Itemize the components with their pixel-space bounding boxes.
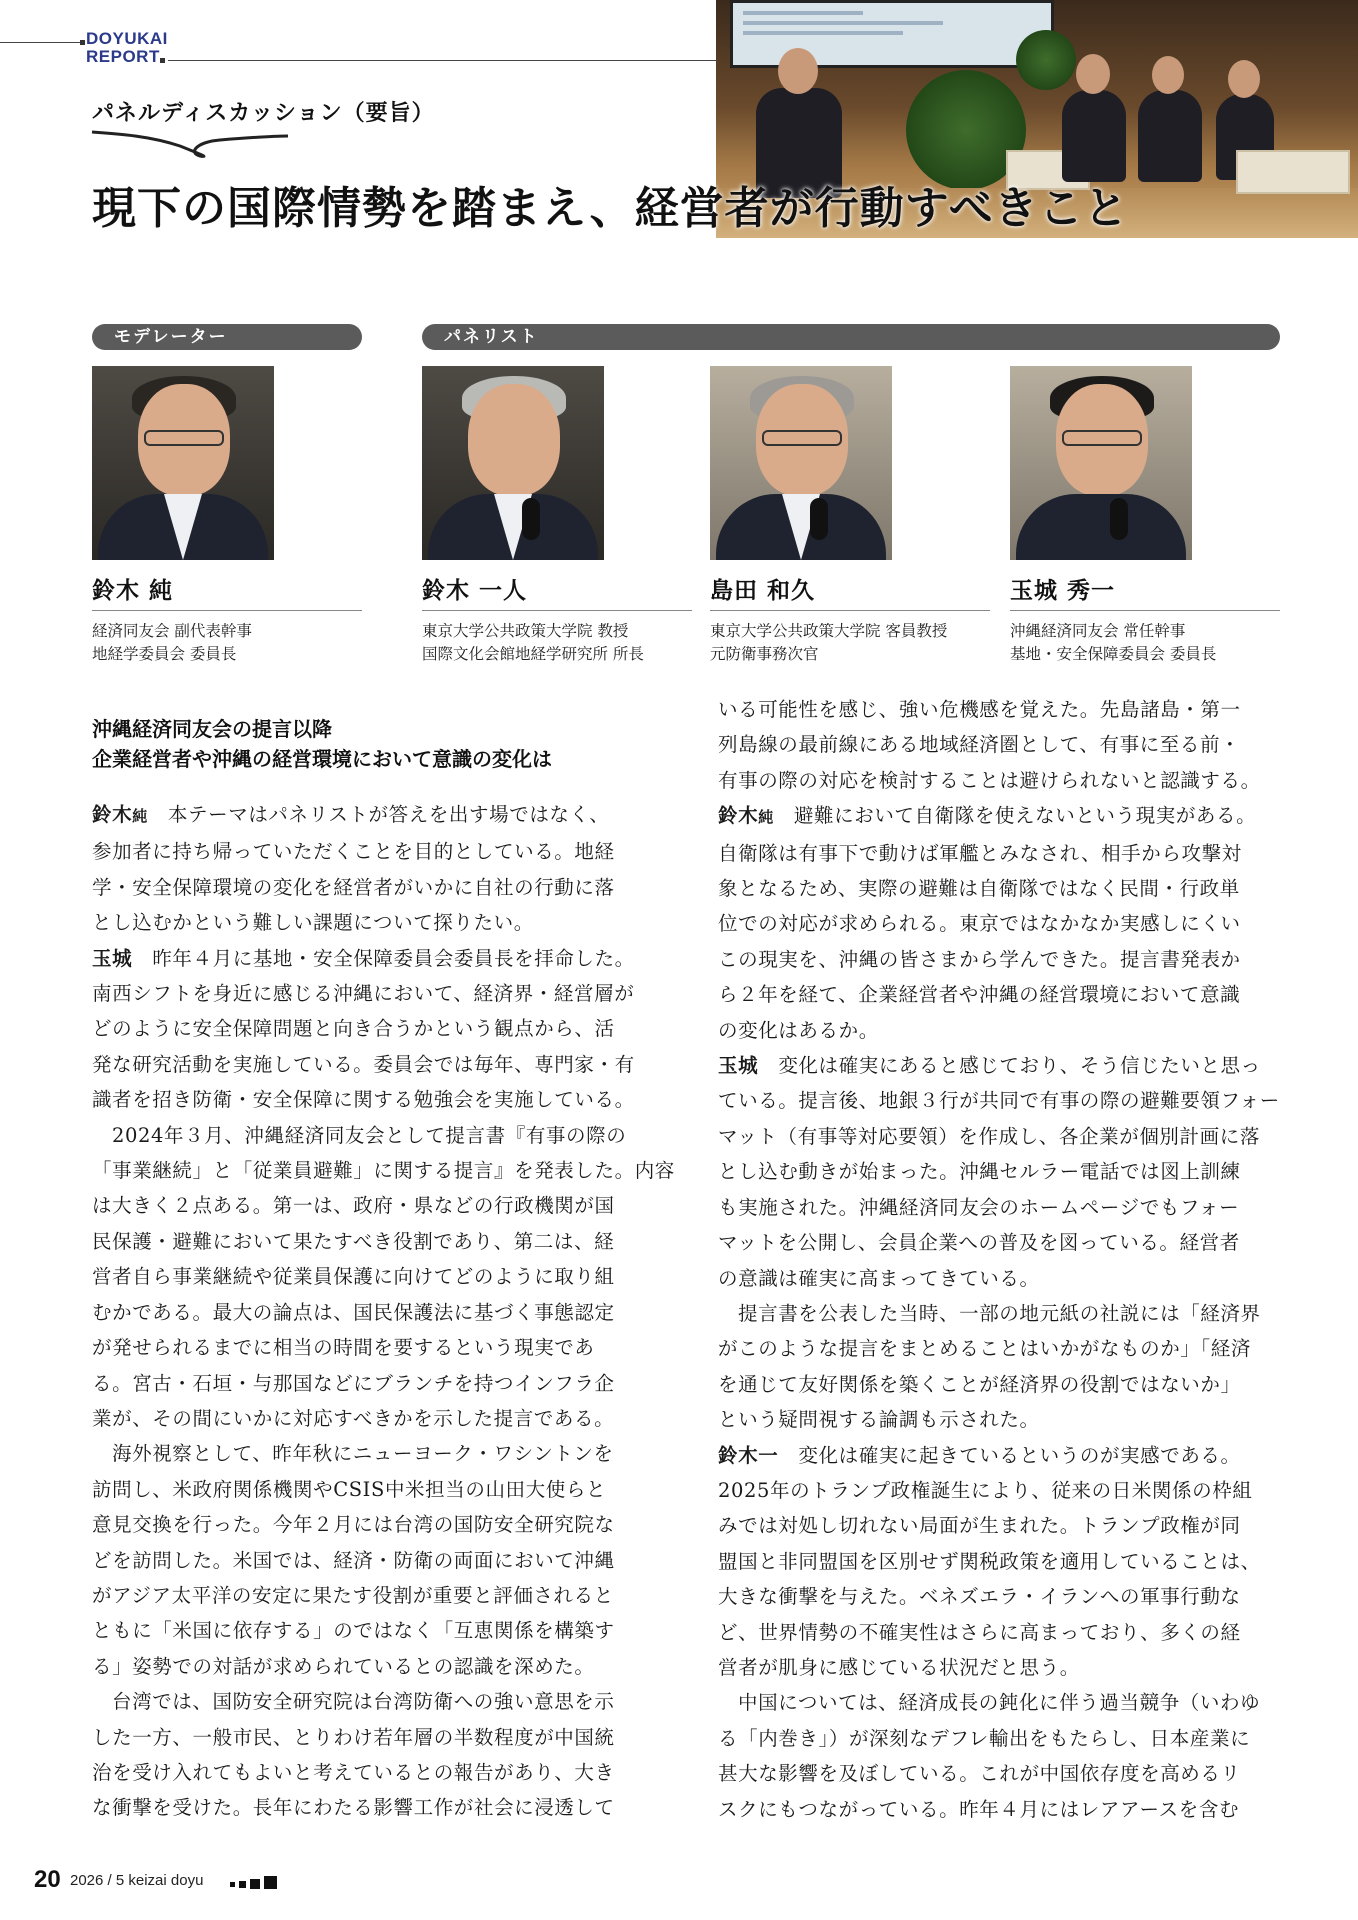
body-line: 南西シフトを身近に感じる沖縄において、経済界・経営層が: [92, 982, 635, 1006]
body-line: ら２年を経て、企業経営者や沖縄の経営環境において意識: [718, 983, 1241, 1007]
brand-line1: DOYUKAI: [86, 29, 168, 48]
affiliation-line: 国際文化会館地経学研究所 所長: [422, 645, 644, 663]
portrait-photo: [92, 366, 274, 560]
person-affiliation: [710, 620, 947, 666]
body-line: した一方、一般市民、とりわけ若年層の半数程度が中国統: [92, 1725, 615, 1749]
person-name: 鈴木 純: [92, 578, 174, 604]
body-line: 業が、その間にいかに対応すべきかを示した提言である。: [92, 1406, 615, 1430]
body-line: という疑問視する論調も示された。: [718, 1408, 1040, 1432]
body-line: 象となるため、実際の避難は自衛隊ではなく民間・行政単: [718, 877, 1240, 901]
body-line: むかである。最大の論点は、国民保護法に基づく事態認定: [92, 1300, 615, 1324]
body-line: [92, 797, 654, 834]
body-line: ど、世界情勢の不確実性はさらに高まっており、多くの経: [718, 1620, 1241, 1644]
body-line: この現実を、沖縄の皆さまから学んできた。提言書発表か: [718, 947, 1241, 971]
person-affiliation: [422, 620, 644, 666]
brand-logo: [86, 30, 168, 66]
body-line: 甚大な影響を及ぼしている。これが中国依存度を高めるリ: [718, 1762, 1241, 1786]
name-divider: [710, 610, 990, 611]
header-rule: [0, 42, 84, 43]
body-line: がアジア太平洋の安定に果たす役割が重要と評価されると: [92, 1583, 614, 1607]
body-line: とし込むかという難しい課題について探りたい。: [92, 911, 534, 935]
body-text: 昨年４月に基地・安全保障委員会委員長を拝命した。: [152, 946, 635, 970]
body-line: 大きな衝撃を与えた。ベネズエラ・イランへの軍事行動な: [718, 1585, 1241, 1609]
affiliation-line: 東京大学公共政策大学院 教授: [422, 622, 629, 640]
body-line: マット（有事等対応要領）を作成し、各企業が個別計画に落: [718, 1124, 1260, 1148]
body-line: る」姿勢での対話が求められているとの認識を深めた。: [92, 1654, 595, 1678]
body-line: [92, 941, 654, 976]
body-line: 2024年３月、沖縄経済同友会として提言書『有事の際の: [112, 1123, 627, 1147]
body-line: 学・安全保障環境の変化を経営者がいかに自社の行動に落: [92, 875, 615, 899]
speaker-label: 玉城: [92, 946, 133, 970]
speaker-label: 玉城: [718, 1054, 759, 1078]
body-line: どのように安全保障問題と向き合うかという観点から、活: [92, 1017, 615, 1041]
body-line: 意見交換を行った。今年２月には台湾の国防安全研究院な: [92, 1513, 615, 1537]
body-line: 参加者に持ち帰っていただくことを目的としている。地経: [92, 840, 615, 864]
body-line: な衝撃を受けた。長年にわたる影響工作が社会に浸透して: [92, 1796, 615, 1820]
body-line: [718, 1048, 1280, 1083]
body-line: 海外視察として、昨年秋にニューヨーク・ワシントンを: [112, 1442, 614, 1466]
moderator-label: モデレーター: [92, 324, 362, 350]
body-line: とし込む動きが始まった。沖縄セルラー電話では図上訓練: [718, 1160, 1241, 1184]
body-text: 本テーマはパネリストが答えを出す場ではなく、: [167, 803, 610, 826]
body-line: スクにもつながっている。昨年４月にはレアアースを含む: [718, 1797, 1240, 1821]
person-affiliation: [92, 620, 252, 666]
body-line: 列島線の最前線にある地域経済圏として、有事に至る前・: [718, 733, 1241, 757]
body-line: 中国については、経済成長の鈍化に伴う過当競争（いわゆ: [738, 1691, 1261, 1715]
portrait-photo: [710, 366, 892, 560]
body-line: 識者を招き防衛・安全保障に関する勉強会を実施している。: [92, 1088, 635, 1112]
body-line: 2025年のトランプ政権誕生により、従来の日米関係の枠組: [718, 1478, 1253, 1502]
name-divider: [92, 610, 362, 611]
portrait-photo: [1010, 366, 1192, 560]
body-line: ている。提言後、地銀３行が共同で有事の際の避難要領フォー: [718, 1089, 1280, 1113]
body-line: 提言書を公表した当時、一部の地元紙の社説には「経済界: [738, 1301, 1261, 1325]
body-line: 訪問し、米政府関係機関やCSIS中米担当の山田大使らと: [92, 1477, 607, 1501]
body-line: 「事業継続」と「従業員避難」に関する提言』を発表した。内容: [92, 1159, 675, 1183]
body-line: どを訪問した。米国では、経済・防衛の両面において沖縄: [92, 1548, 615, 1572]
speaker-label: 鈴木一: [718, 1443, 779, 1467]
body-line: を通じて友好関係を築くことが経済界の役割ではないか」: [718, 1372, 1241, 1396]
body-line: マットを公開し、会員企業への普及を図っている。経営者: [718, 1231, 1240, 1255]
body-line: の変化はあるか。: [718, 1018, 879, 1042]
header-dot: [80, 40, 85, 45]
panelists-label: パネリスト: [422, 324, 1280, 350]
speaker-label-small: 純: [132, 807, 148, 825]
body-text: 変化は確実に起きているというのが実感である。: [798, 1443, 1241, 1467]
body-line: の意識は確実に高まってきている。: [718, 1266, 1040, 1290]
body-line: 台湾では、国防安全研究院は台湾防衛への強い意思を示: [112, 1690, 615, 1714]
affiliation-line: 沖縄経済同友会 常任幹事: [1010, 622, 1186, 640]
body-line: る。宮古・石垣・与那国などにブランチを持つインフラ企: [92, 1371, 615, 1395]
portrait-photo: [422, 366, 604, 560]
header-dot: [160, 58, 165, 63]
body-line: がこのような提言をまとめることはいかがなものか」「経済: [718, 1337, 1251, 1361]
speaker-label: 鈴木: [92, 803, 133, 826]
person-name: 鈴木 一人: [422, 578, 528, 604]
body-line: 自衛隊は有事下で動けば軍艦とみなされ、相手から攻撃対: [718, 841, 1242, 865]
kicker-swash: [90, 124, 290, 160]
brand-line2: REPORT: [86, 47, 160, 66]
body-line: [718, 798, 1280, 835]
body-line: は大きく２点ある。第一は、政府・県などの行政機関が国: [92, 1194, 615, 1218]
speaker-label-small: 純: [758, 808, 774, 827]
affiliation-line: 東京大学公共政策大学院 客員教授: [710, 622, 948, 640]
page-number: 20: [34, 1866, 61, 1893]
body-line: 民保護・避難において果たすべき役割であり、第二は、経: [92, 1229, 615, 1253]
body-line: 治を受け入れてもよいと考えているとの報告があり、大き: [92, 1760, 615, 1784]
issue-info: 2026 / 5 keizai doyu: [70, 1872, 204, 1889]
body-line: 位での対応が求められる。東京ではなかなか実感しにくい: [718, 912, 1241, 936]
body-column-right: [718, 692, 1280, 1827]
body-line: も実施された。沖縄経済同友会のホームページでもフォー: [718, 1195, 1240, 1219]
name-divider: [422, 610, 692, 611]
body-text: 変化は確実にあると感じており、そう信じたいと思っ: [778, 1054, 1261, 1078]
person-name: 島田 和久: [710, 578, 816, 604]
body-line: いる可能性を感じ、強い危機感を覚えた。先島諸島・第一: [718, 698, 1241, 721]
affiliation-line: 地経学委員会 委員長: [92, 645, 237, 663]
section-heading-line: 沖縄経済同友会の提言以降: [92, 717, 332, 741]
article-kicker: パネルディスカッション（要旨）: [92, 101, 435, 126]
body-line: が発せられるまでに相当の時間を要するという現実であ: [92, 1336, 595, 1360]
affiliation-line: 経済同友会 副代表幹事: [92, 622, 252, 640]
speaker-label: 鈴木: [718, 804, 759, 828]
name-divider: [1010, 610, 1280, 611]
person-name: 玉城 秀一: [1010, 578, 1116, 604]
section-heading-line: 企業経営者や沖縄の経営環境において意識の変化は: [92, 747, 552, 771]
body-line: 発な研究活動を実施している。委員会では毎年、専門家・有: [92, 1052, 635, 1076]
person-affiliation: [1010, 620, 1216, 666]
body-column-left: [92, 797, 675, 1826]
section-heading: [92, 714, 552, 774]
body-line: 営者自ら事業継続や従業員保護に向けてどのように取り組: [92, 1265, 615, 1289]
body-line: 営者が肌身に感じている状況だと思う。: [718, 1655, 1080, 1679]
header-rule: [168, 60, 723, 61]
body-line: みでは対処し切れない局面が生まれた。トランプ政権が同: [718, 1514, 1241, 1538]
projection-screen: [730, 0, 1054, 68]
body-text: 避難において自衛隊を使えないという現実がある。: [793, 804, 1257, 828]
body-line: 盟国と非同盟国を区別せず関税政策を適用していることは、: [718, 1549, 1261, 1573]
article-title: 現下の国際情勢を踏まえ、経営者が行動すべきこと: [92, 183, 1129, 234]
affiliation-line: 元防衛事務次官: [710, 645, 819, 663]
body-line: ともに「米国に依存する」のではなく「互恵関係を構築す: [92, 1619, 615, 1643]
body-line: 有事の際の対応を検討することは避けられないと認識する。: [718, 768, 1261, 792]
body-line: [718, 1438, 1280, 1473]
body-line: る「内巻き」）が深刻なデフレ輸出をもたらし、日本産業に: [718, 1726, 1251, 1750]
affiliation-line: 基地・安全保障委員会 委員長: [1010, 645, 1217, 663]
